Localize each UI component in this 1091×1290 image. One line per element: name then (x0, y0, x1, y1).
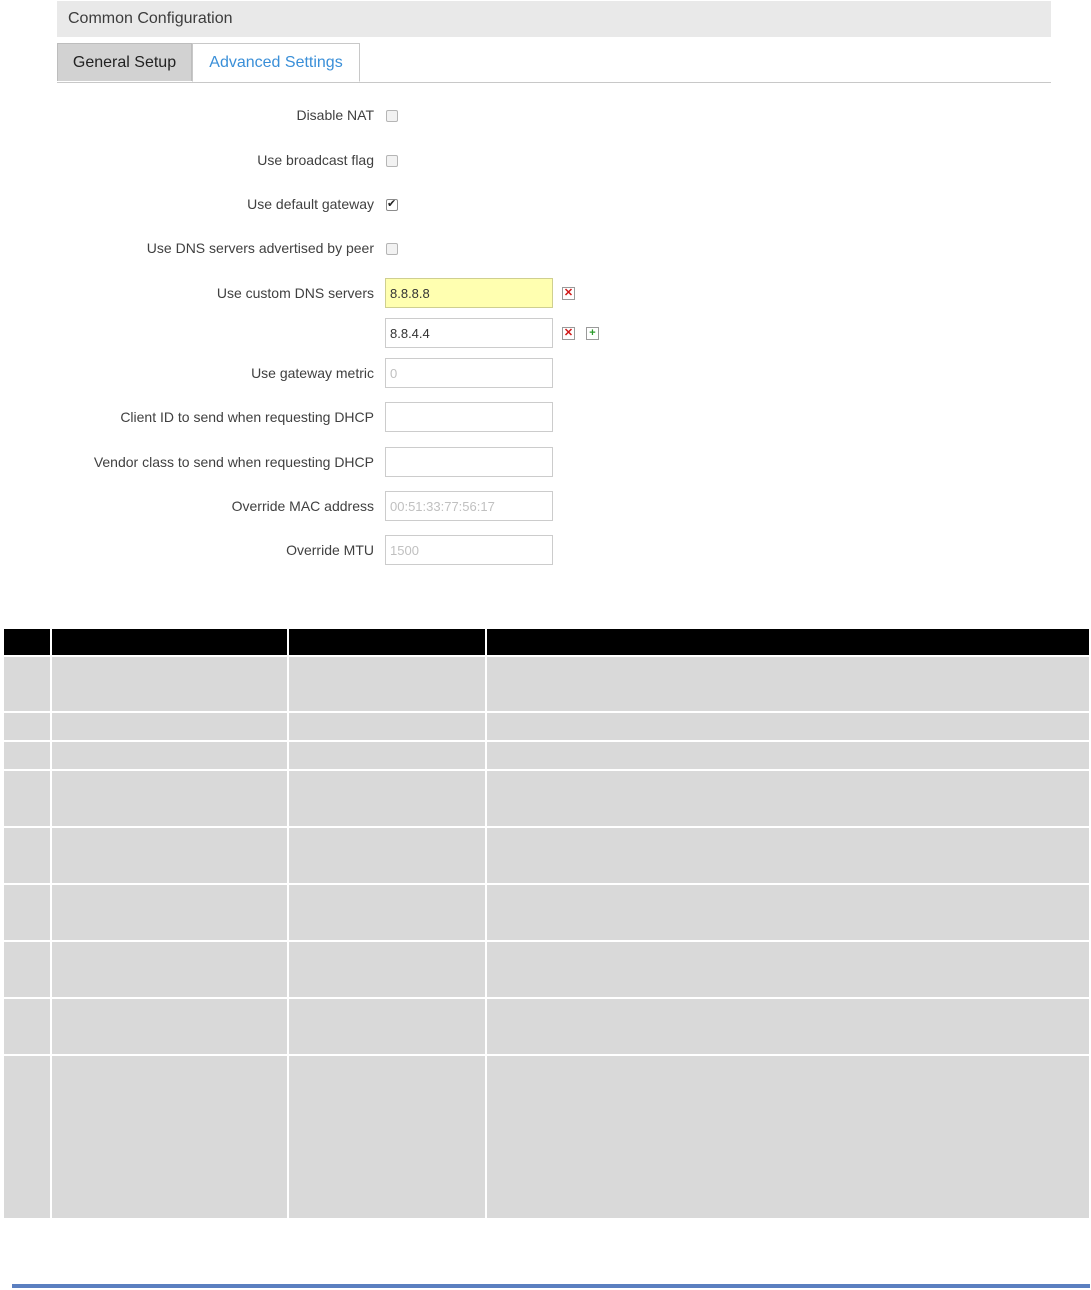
table-cell (288, 656, 486, 712)
default-gateway-checkbox[interactable] (386, 199, 398, 211)
table-row (4, 741, 1089, 770)
gateway-metric-input[interactable] (385, 358, 553, 388)
vendor-class-input[interactable] (385, 447, 553, 477)
tab-general-setup[interactable]: General Setup (57, 43, 192, 81)
tab-bar (57, 43, 1051, 83)
table-cell (51, 656, 288, 712)
remove-entry-icon[interactable]: ✕ (563, 287, 574, 299)
table-header-cell (51, 629, 288, 656)
table-cell (51, 741, 288, 770)
table-cell (51, 770, 288, 827)
table-cell (486, 941, 1089, 998)
custom-dns-label: Use custom DNS servers (216, 285, 374, 301)
broadcast-flag-checkbox[interactable] (386, 155, 398, 167)
table-header-cell (288, 629, 486, 656)
table-cell (4, 712, 51, 741)
table-cell (4, 770, 51, 827)
table-cell (4, 741, 51, 770)
tab-advanced-settings[interactable]: Advanced Settings (192, 43, 360, 82)
table-cell (288, 1055, 486, 1218)
table-row (4, 827, 1089, 884)
table-row (4, 1055, 1089, 1218)
table-cell (51, 712, 288, 741)
table-cell (288, 770, 486, 827)
table-cell (486, 770, 1089, 827)
table-cell (4, 884, 51, 941)
table-header-cell (4, 629, 51, 656)
table-cell (51, 941, 288, 998)
table-cell (51, 884, 288, 941)
table-cell (288, 827, 486, 884)
table-cell (288, 712, 486, 741)
add-entry-icon[interactable]: + (586, 327, 599, 340)
table-cell (486, 827, 1089, 884)
custom-dns-input-1[interactable] (385, 278, 553, 308)
table-cell (4, 656, 51, 712)
table-row (4, 770, 1089, 827)
vendor-class-label: Vendor class to send when requesting DHCP (93, 454, 374, 470)
table-cell (486, 998, 1089, 1055)
section-title: Common Configuration (57, 1, 1051, 37)
client-id-input[interactable] (385, 402, 553, 432)
table-row (4, 656, 1089, 712)
client-id-label: Client ID to send when requesting DHCP (120, 409, 374, 425)
remove-entry-icon[interactable]: ✕ (563, 327, 574, 339)
parameter-table (4, 629, 1089, 1218)
table-cell (51, 998, 288, 1055)
disable-nat-checkbox[interactable] (386, 110, 398, 122)
table-cell (486, 1055, 1089, 1218)
table-cell (4, 827, 51, 884)
table-row (4, 941, 1089, 998)
override-mac-label: Override MAC address (231, 498, 374, 514)
table-cell (288, 941, 486, 998)
table-cell (4, 998, 51, 1055)
table-row (4, 998, 1089, 1055)
table-cell (486, 712, 1089, 741)
disable-nat-label: Disable NAT (296, 107, 374, 123)
table-cell (51, 827, 288, 884)
table-cell (288, 998, 486, 1055)
gateway-metric-label: Use gateway metric (251, 365, 374, 381)
table-row (4, 884, 1089, 941)
table-cell (486, 656, 1089, 712)
table-header-row (4, 629, 1089, 656)
table-row (4, 712, 1089, 741)
custom-dns-input-2[interactable] (385, 318, 553, 348)
override-mtu-input[interactable] (385, 535, 553, 565)
table-cell (4, 941, 51, 998)
peer-dns-checkbox[interactable] (386, 243, 398, 255)
override-mtu-label: Override MTU (286, 542, 374, 558)
override-mac-input[interactable] (385, 491, 553, 521)
table-cell (288, 884, 486, 941)
footer-rule (12, 1284, 1090, 1288)
table-cell (4, 1055, 51, 1218)
broadcast-flag-label: Use broadcast flag (257, 152, 374, 168)
table-header-cell (486, 629, 1089, 656)
table-cell (486, 741, 1089, 770)
table-cell (486, 884, 1089, 941)
table-cell (288, 741, 486, 770)
table-cell (51, 1055, 288, 1218)
default-gateway-label: Use default gateway (247, 196, 374, 212)
peer-dns-label: Use DNS servers advertised by peer (146, 240, 374, 256)
